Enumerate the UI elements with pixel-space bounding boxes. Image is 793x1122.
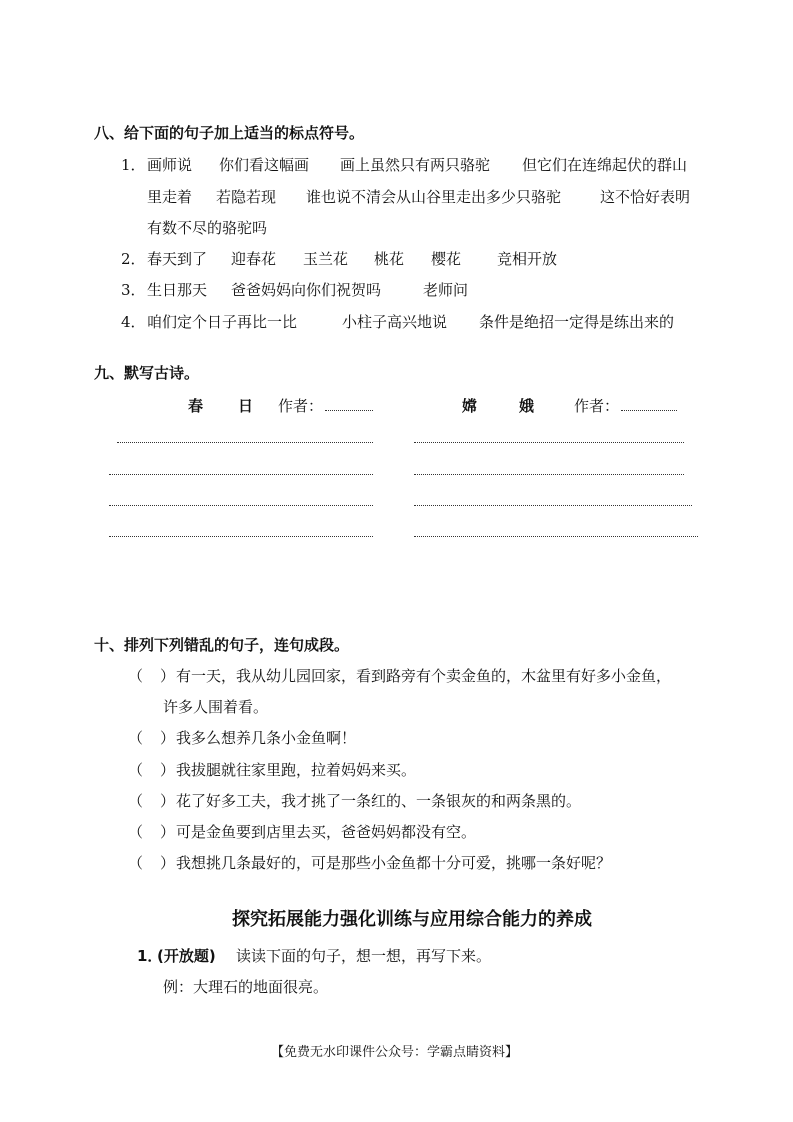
answer-paren-open[interactable]: （ [128,823,144,841]
sentence-text: 我拔腿就往家里跑，拉着妈妈来买。 [176,761,417,779]
author-label: 作者： [574,397,620,415]
footer-note: 【免费无水印课件公众号：学霸点睛资料】 [271,1045,519,1060]
sentence-fragment: 条件是绝招一定得是练出来的 [479,313,675,331]
sentence-text: 花了好多工夫，我才挑了一条红的、一条银灰的和两条黑的。 [176,792,582,810]
explore-section-title: 探究拓展能力强化训练与应用综合能力的养成 [232,909,592,930]
sentence-fragment: 桃花 [374,250,405,268]
section-8-heading: 八、给下面的句子加上适当的标点符号。 [94,124,365,142]
sentence-text: 许多人围着看。 [163,698,269,716]
sentence-fragment: 老师问 [423,281,469,299]
sentence-fragment: 迎春花 [231,250,277,268]
sentence-fragment: 谁也说不清会从山谷里走出多少只骆驼 [306,188,562,206]
poem-title-char: 春 [188,397,204,415]
sentence-fragment: 爸爸妈妈向你们祝贺吗 [231,281,382,299]
answer-paren-close[interactable]: ） [160,761,176,779]
answer-paren-close[interactable]: ） [160,792,176,810]
sentence-text: 我想挑几条最好的，可是那些小金鱼都十分可爱，挑哪一条好呢？ [176,854,612,872]
writing-line[interactable] [109,505,373,506]
answer-paren-close[interactable]: ） [160,854,176,872]
sentence-fragment: 咱们定个日子再比一比 [147,313,298,331]
author-label: 作者： [278,397,324,415]
sentence-fragment: 这不恰好表明 [600,188,691,206]
answer-paren-open[interactable]: （ [128,761,144,779]
writing-line[interactable] [109,474,373,475]
sentence-fragment: 画上虽然只有两只骆驼 [340,156,491,174]
item-number: 4． [121,313,146,331]
sentence-text: 可是金鱼要到店里去买，爸爸妈妈都没有空。 [176,823,477,841]
sentence-fragment: 若隐若现 [216,188,277,206]
writing-line[interactable] [117,442,373,443]
sentence-fragment: 小柱子高兴地说 [342,313,448,331]
sentence-text: 有一天，我从幼儿园回家，看到路旁有个卖金鱼的，木盆里有好多小金鱼， [176,667,672,685]
item-number: 3． [121,281,146,299]
author-blank-line[interactable] [325,410,373,411]
sentence-fragment: 但它们在连绵起伏的群山 [522,156,688,174]
example-sentence: 例：大理石的地面很亮。 [163,978,329,996]
answer-paren-close[interactable]: ） [160,667,176,685]
sentence-text: 我多么想养几条小金鱼啊！ [176,729,357,747]
item-number: 2． [121,250,146,268]
answer-paren-close[interactable]: ） [160,729,176,747]
writing-line[interactable] [414,474,684,475]
answer-paren-open[interactable]: （ [128,792,144,810]
section-9-heading: 九、默写古诗。 [94,364,200,382]
sentence-fragment: 樱花 [431,250,462,268]
writing-line[interactable] [109,536,373,537]
question-text: 读读下面的句子，想一想，再写下来。 [236,947,492,965]
sentence-fragment: 里走着 [147,188,193,206]
writing-line[interactable] [414,536,698,537]
answer-paren-open[interactable]: （ [128,729,144,747]
sentence-fragment: 竞相开放 [497,250,558,268]
sentence-fragment: 你们看这幅画 [219,156,310,174]
open-question-tag: (开放题) [157,947,216,965]
section-10-heading: 十、排列下列错乱的句子，连句成段。 [94,636,350,654]
poem-title-char: 嫦 [462,397,478,415]
answer-paren-close[interactable]: ） [160,823,176,841]
sentence-fragment: 有数不尽的骆驼吗 [147,219,268,237]
sentence-fragment: 玉兰花 [303,250,349,268]
poem-title-char: 日 [238,397,254,415]
question-number: 1． [137,947,163,965]
item-number: 1． [121,156,146,174]
sentence-fragment: 生日那天 [147,281,208,299]
answer-paren-open[interactable]: （ [128,667,144,685]
writing-line[interactable] [414,442,684,443]
poem-title-char: 娥 [519,397,535,415]
author-blank-line[interactable] [621,410,677,411]
sentence-fragment: 画师说 [147,156,193,174]
writing-line[interactable] [414,505,692,506]
answer-paren-open[interactable]: （ [128,854,144,872]
sentence-fragment: 春天到了 [147,250,208,268]
